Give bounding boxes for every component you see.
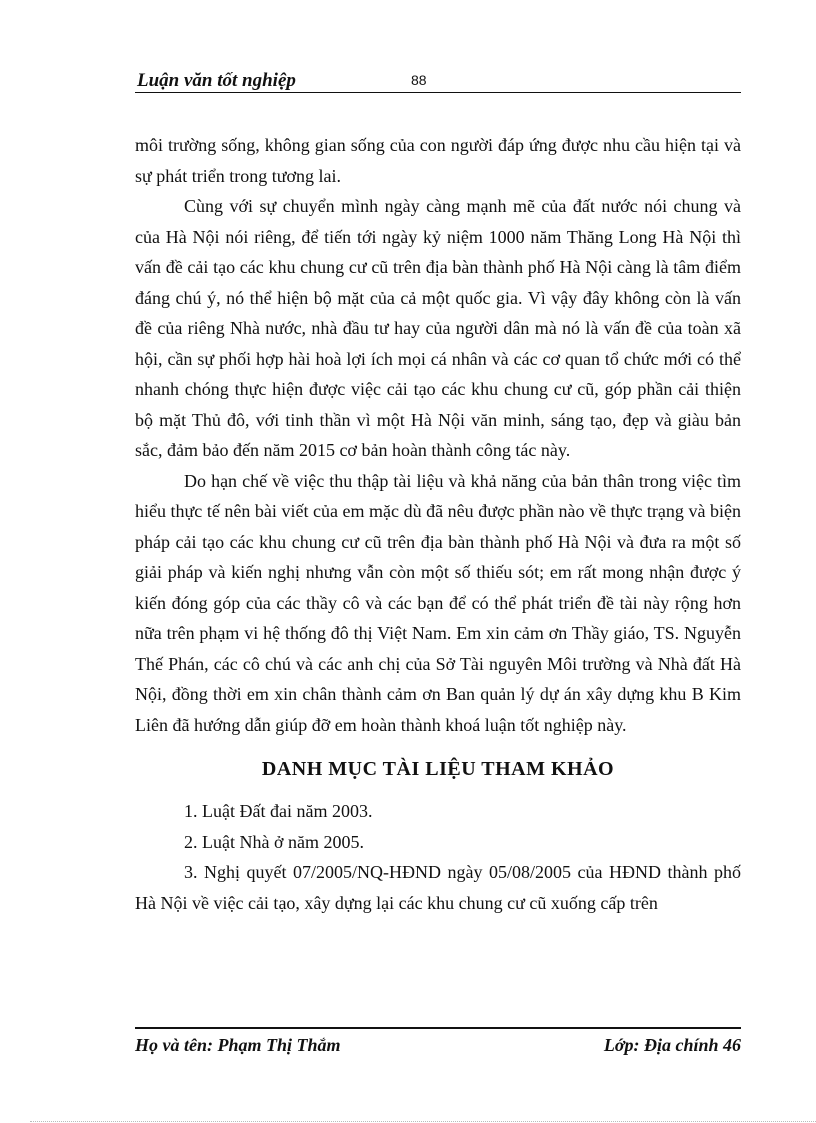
class-name: Lớp: Địa chính 46	[603, 1035, 741, 1055]
reference-item: 3. Nghị quyết 07/2005/NQ-HĐND ngày 05/08/2005 của HĐND thành phố Hà Nội về việc cải tạo, xây dựng lại các khu chung cư cũ xuống cấp trên	[135, 862, 741, 913]
paragraph-acknowledgement: Do hạn chế về việc thu thập tài liệu và khả năng của bản thân trong việc tìm hiểu thực tế nên bài viết của em mặc dù đã nêu được phần nào về thực trạng và biện pháp cải tạo các khu chung cư cũ trên địa bàn thành phố Hà Nội và đưa ra một số giải pháp và kiến nghị nhưng vẫn còn một số thiếu sót; em rất mong nhận được ý kiến đóng góp của các thầy cô và các bạn để có thể phát triển đề tài này rộng hơn nữa trên phạm vi hệ thống đô thị Việt Nam. Em xin cảm ơn Thầy giáo, TS. Nguyễn Thế Phán, các cô chú và các anh chị của Sở Tài nguyên Môi trường và Nhà đất Hà Nội, đồng thời em xin chân thành cảm ơn Ban quản lý dự án xây dựng khu B Kim Liên đã hướng dẫn giúp đỡ em hoàn thành khoá luận tốt nghiệp này.	[135, 470, 741, 735]
paragraph-context: Cùng với sự chuyển mình ngày càng mạnh mẽ của đất nước nói chung và của Hà Nội nói riêng, để tiến tới ngày kỷ niệm 1000 năm Thăng Long Hà Nội thì vấn đề cải tạo các khu chung cư cũ trên địa bàn thành phố Hà Nội càng là tâm điểm đáng chú ý, nó thể hiện bộ mặt của cả một quốc gia. Vì vậy đây không còn là vấn đề của riêng Nhà nước, nhà đầu tư hay của người dân mà nó là vấn đề của toàn xã hội, cần sự phối hợp hài hoà lợi ích mọi cá nhân và các cơ quan tổ chức mới có thể nhanh chóng thực hiện được việc cải tạo các khu chung cư cũ, góp phần cải thiện bộ mặt Thủ đô, với tinh thần vì một Hà Nội văn minh, sáng tạo, đẹp và giàu bản sắc, đảm bảo đến năm 2015 cơ bản hoàn thành công tác này.	[135, 196, 741, 460]
paragraph-continuation: môi trường sống, không gian sống của con người đáp ứng được nhu cầu hiện tại và sự phát triển trong tương lai.	[135, 135, 741, 186]
page-header	[135, 68, 741, 93]
page-content	[135, 130, 741, 918]
reference-item: 1. Luật Đất đai năm 2003.	[184, 801, 373, 821]
author-name: Họ và tên: Phạm Thị Thắm	[135, 1035, 341, 1055]
thesis-title: Luận văn tốt nghiệp	[137, 70, 296, 91]
reference-item: 2. Luật Nhà ở năm 2005.	[184, 831, 364, 852]
references-heading: DANH MỤC TÀI LIỆU THAM KHẢO	[261, 758, 615, 780]
page-footer	[135, 1027, 741, 1060]
page-bottom-divider	[30, 1121, 816, 1122]
page-number: 88	[411, 72, 427, 88]
